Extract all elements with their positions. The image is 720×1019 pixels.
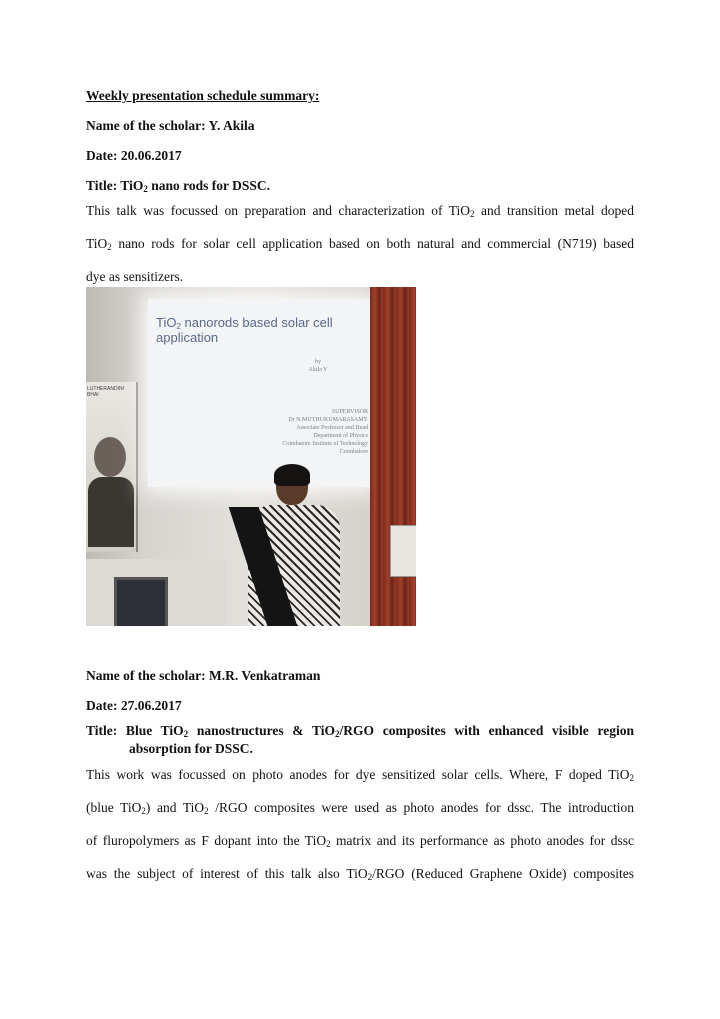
wall-portrait: LUTHERANDINI BHAI	[86, 382, 138, 552]
title-2: Title: Blue TiO$_2$ nanostructures & TiO$_2$/RGO composites with enhanced visible region absorption for DSSC.	[86, 723, 634, 756]
date-2: Date: 27.06.2017	[86, 698, 182, 713]
paragraph-2-line-2: (blue TiO$_2$) and TiO$_2$ /RGO composites were used as photo anodes for dssc. The introduction	[86, 800, 634, 816]
paragraph-2	[86, 758, 634, 890]
paragraph-1-line-3: dye as sensitizers.	[86, 269, 184, 284]
slide-title: TiO$_2$ nanorods based solar cell application	[156, 315, 333, 345]
title-1: Title: TiO$_2$ nano rods for DSSC.	[86, 178, 271, 194]
scholar-name-2: Name of the scholar: M.R. Venkatraman	[86, 668, 321, 683]
paragraph-2-line-1: This work was focussed on photo anodes for dye sensitized solar cells. Where, F doped TiO$_2$	[86, 767, 634, 783]
presentation-photo	[86, 287, 416, 626]
date-1: Date: 20.06.2017	[86, 148, 182, 163]
summary-heading: Weekly presentation schedule summary:	[86, 88, 320, 103]
computer-monitor	[114, 577, 168, 626]
scholar-name-1: Name of the scholar: Y. Akila	[86, 118, 255, 133]
paragraph-2-line-3: of fluropolymers as F dopant into the TiO$_2$ matrix and its performance as photo anodes for dssc	[86, 833, 634, 849]
paragraph-1	[86, 194, 634, 293]
presenter	[238, 467, 350, 626]
paragraph-1-line-1: This talk was focussed on preparation and characterization of TiO$_2$ and transition metal doped	[86, 203, 634, 219]
paragraph-2-line-4: was the subject of interest of this talk also TiO$_2$/RGO (Reduced Graphene Oxide) composites	[86, 866, 634, 882]
projector-screen: TiO$_2$ nanorods based solar cell application by Akila Y SUPERVISOR Dr N.MUTHUKUMARASAMY Associate Professor and Head Department of Physics Coimbatore Institute of Technology Coimbatore	[148, 299, 374, 487]
paragraph-1-line-2: TiO$_2$ nano rods for solar cell application based on both natural and commercial (N719) based	[86, 236, 634, 252]
air-conditioner	[390, 525, 416, 577]
